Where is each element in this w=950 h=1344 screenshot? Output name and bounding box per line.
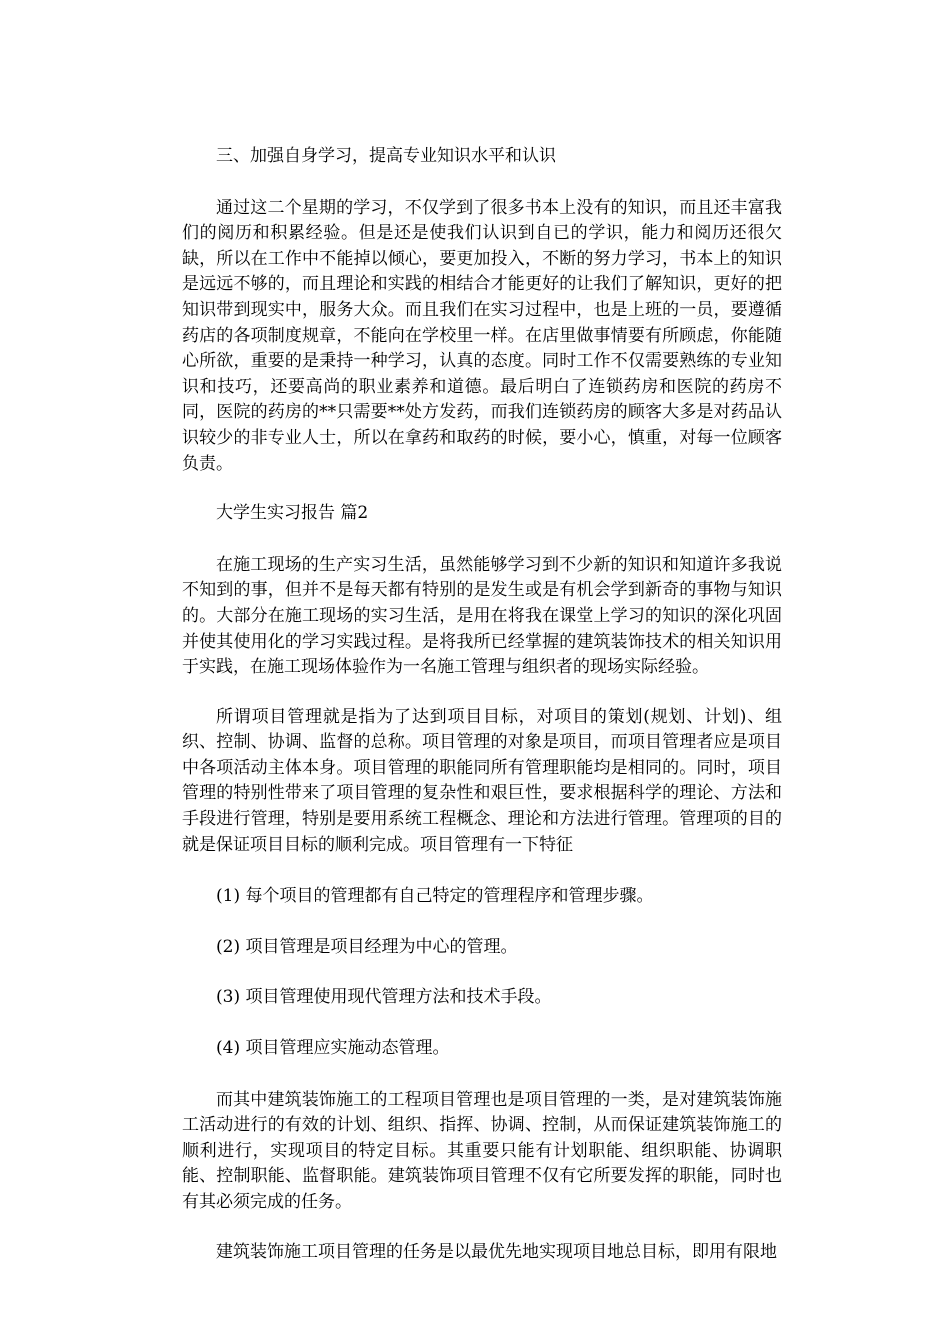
document-page — [182, 144, 782, 1265]
feature-item-4: (4) 项目管理应实施动态管理。 — [216, 1038, 450, 1059]
feature-item-1: (1) 每个项目的管理都有自己特定的管理程序和管理步骤。 — [216, 886, 654, 907]
feature-item-3: (3) 项目管理使用现代管理方法和技术手段。 — [216, 987, 552, 1008]
section-heading: 三、加强自身学习，提高专业知识水平和认识 — [216, 146, 556, 166]
feature-item-2: (2) 项目管理是项目经理为中心的管理。 — [216, 936, 518, 957]
body-paragraph-4: 建筑装饰施工项目管理的任务是以最优先地实现项目地总目标，即用有限地 — [216, 1241, 777, 1262]
section-paragraph: 通过这二个星期的学习，不仅学到了很多书本上没有的知识，而且还丰富我们的阅历和积累经验。但是还是使我们认识到自已的学识，能力和阅历还很欠缺，所以在工作中不能掉以倾心，要更加投入，不断的努力学习，书本上的知识是远远不够的，而且理论和实践的相结合才能更好的让我们了解知识，更好的把知识带到现实中，服务大众。而且我们在实习过程中，也是上班的一员，要遵循药店的各项制度规章，不能向在学校里一样。在店里做事情要有所顾虑，你能随心所欲，重要的是秉持一种学习，认真的态度。同时工作不仅需要熟练的专业知识和技巧，还要高尚的职业素养和道德。最后明白了连锁药房和医院的药房不同，医院的药房的**只需要**处方发药，而我们连锁药房的顾客大多是对药品认识较少的非专业人士，所以在拿药和取药的时候，要小心，慎重，对每一位顾客负责。 — [182, 197, 782, 474]
body-paragraph-3: 而其中建筑装饰施工的工程项目管理也是项目管理的一类，是对建筑装饰施工活动进行的有效的计划、组织、指挥、协调、控制，从而保证建筑装饰施工的顺利进行，实现项目的特定目标。其重要只能有计划职能、组织职能、协调职能、控制职能、监督职能。建筑装饰项目管理不仅有它所要发挥的职能，同时也有其必须完成的任务。 — [182, 1089, 782, 1212]
body-paragraph-1: 在施工现场的生产实习生活，虽然能够学习到不少新的知识和知道许多我说不知到的事，但并不是每天都有特别的是发生或是有机会学到新奇的事物与知识的。大部分在施工现场的实习生活，是用在将我在课堂上学习的知识的深化巩固并使其使用化的学习实践过程。是将我所已经掌握的建筑装饰技术的相关知识用于实践，在施工现场体验作为一名施工管理与组织者的现场实际经验。 — [182, 554, 782, 678]
body-paragraph-2: 所谓项目管理就是指为了达到项目目标，对项目的策划(规划、计划)、组织、控制、协调、监督的总称。项目管理的对象是项目，而项目管理者应是项目中各项活动主体本身。项目管理的职能同所有管理职能均是相同的。同时，项目管理的特别性带来了项目管理的复杂性和艰巨性，要求根据科学的理论、方法和手段进行管理，特别是要用系统工程概念、理论和方法进行管理。管理项的目的就是保证项目目标的顺利完成。项目管理有一下特征 — [182, 706, 782, 855]
report-title: 大学生实习报告 篇2 — [216, 503, 369, 524]
